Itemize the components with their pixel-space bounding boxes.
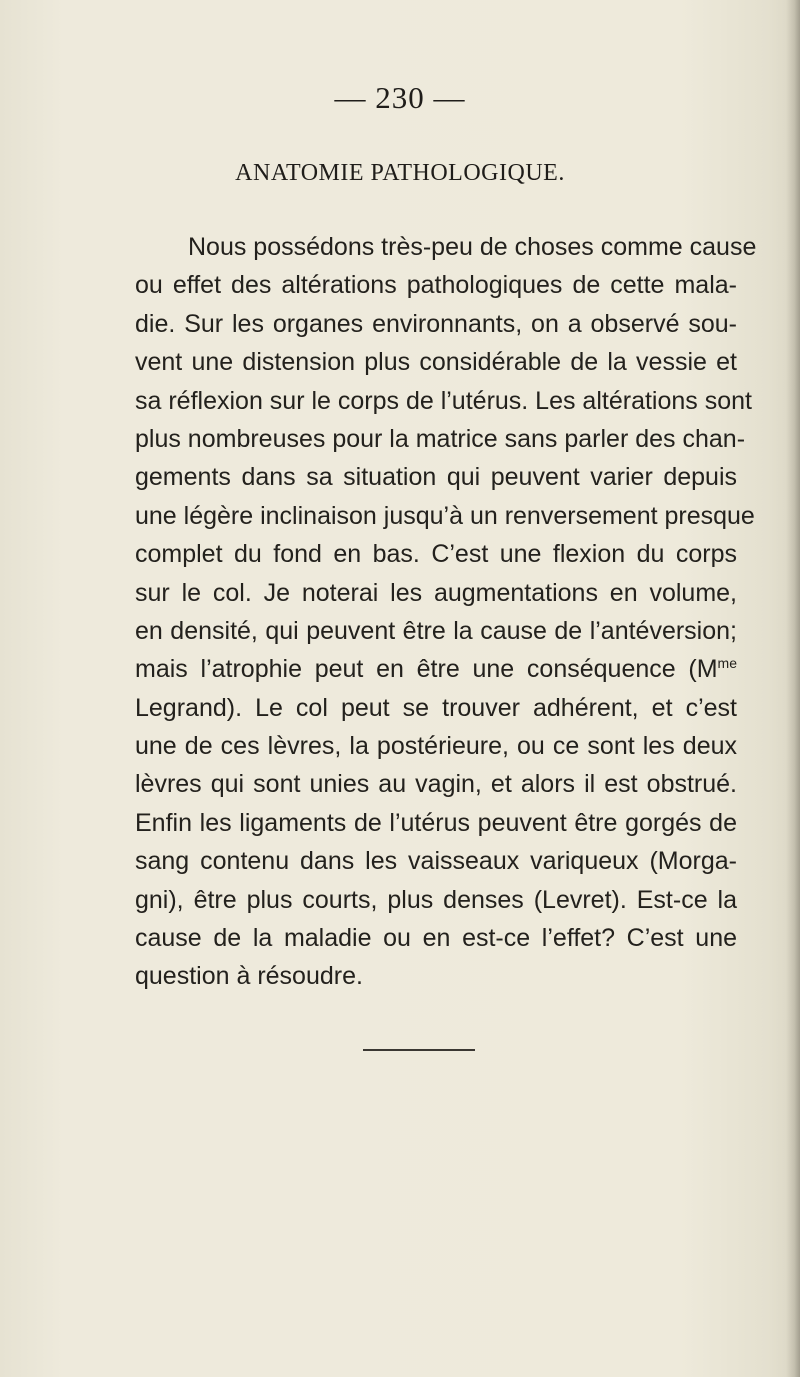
text-line-7: gements dans sa situation qui peuvent varier depuis (135, 463, 737, 492)
text-line-16: Enfin les ligaments de l’utérus peuvent être gorgés de (135, 808, 737, 837)
text-line-13: Legrand). Le col peut se trouver adhérent, et c’est (135, 693, 737, 722)
text-line-2: ou effet des altérations pathologiques de cette mala- (135, 271, 737, 300)
end-rule (363, 1049, 475, 1051)
text-line-5: sa réflexion sur le corps de l’utérus. Les altérations sont (135, 386, 752, 415)
text-line-18: gni), être plus courts, plus denses (Levret). Est-ce la (135, 885, 737, 914)
text-line-20: question à résoudre. (135, 962, 363, 991)
text-line-8: une légère inclinaison jusqu’à un renversement presque (135, 501, 755, 530)
text-line-19: cause de la maladie ou en est-ce l’effet? C’est une (135, 924, 737, 953)
text-line-12 (135, 650, 737, 688)
text-line-15: lèvres qui sont unies au vagin, et alors il est obstrué. (135, 770, 737, 799)
page-edge-shadow (786, 0, 800, 1377)
superscript-me: me (717, 655, 737, 672)
text-line-1: Nous possédons très-peu de choses comme cause (188, 233, 757, 261)
text-line-3: die. Sur les organes environnants, on a observé sou- (135, 309, 737, 338)
text-line-12-main: mais l’atrophie peut en être une conséquence (M (135, 655, 718, 684)
text-line-17: sang contenu dans les vaisseaux variqueux (Morga- (135, 847, 737, 876)
page-number: — 230 — (334, 80, 466, 115)
text-line-4: vent une distension plus considérable de la vessie et (135, 348, 737, 377)
section-heading: ANATOMIE PATHOLOGIQUE. (235, 160, 565, 186)
text-line-6: plus nombreuses pour la matrice sans parler des chan- (135, 424, 746, 453)
text-line-10: sur le col. Je noterai les augmentations en volume, (135, 578, 737, 607)
text-line-11: en densité, qui peuvent être la cause de l’antéversion; (135, 616, 737, 645)
text-line-9: complet du fond en bas. C’est une flexion du corps (135, 540, 737, 569)
paragraph (135, 228, 757, 996)
text-line-14: une de ces lèvres, la postérieure, ou ce sont les deux (135, 732, 737, 761)
